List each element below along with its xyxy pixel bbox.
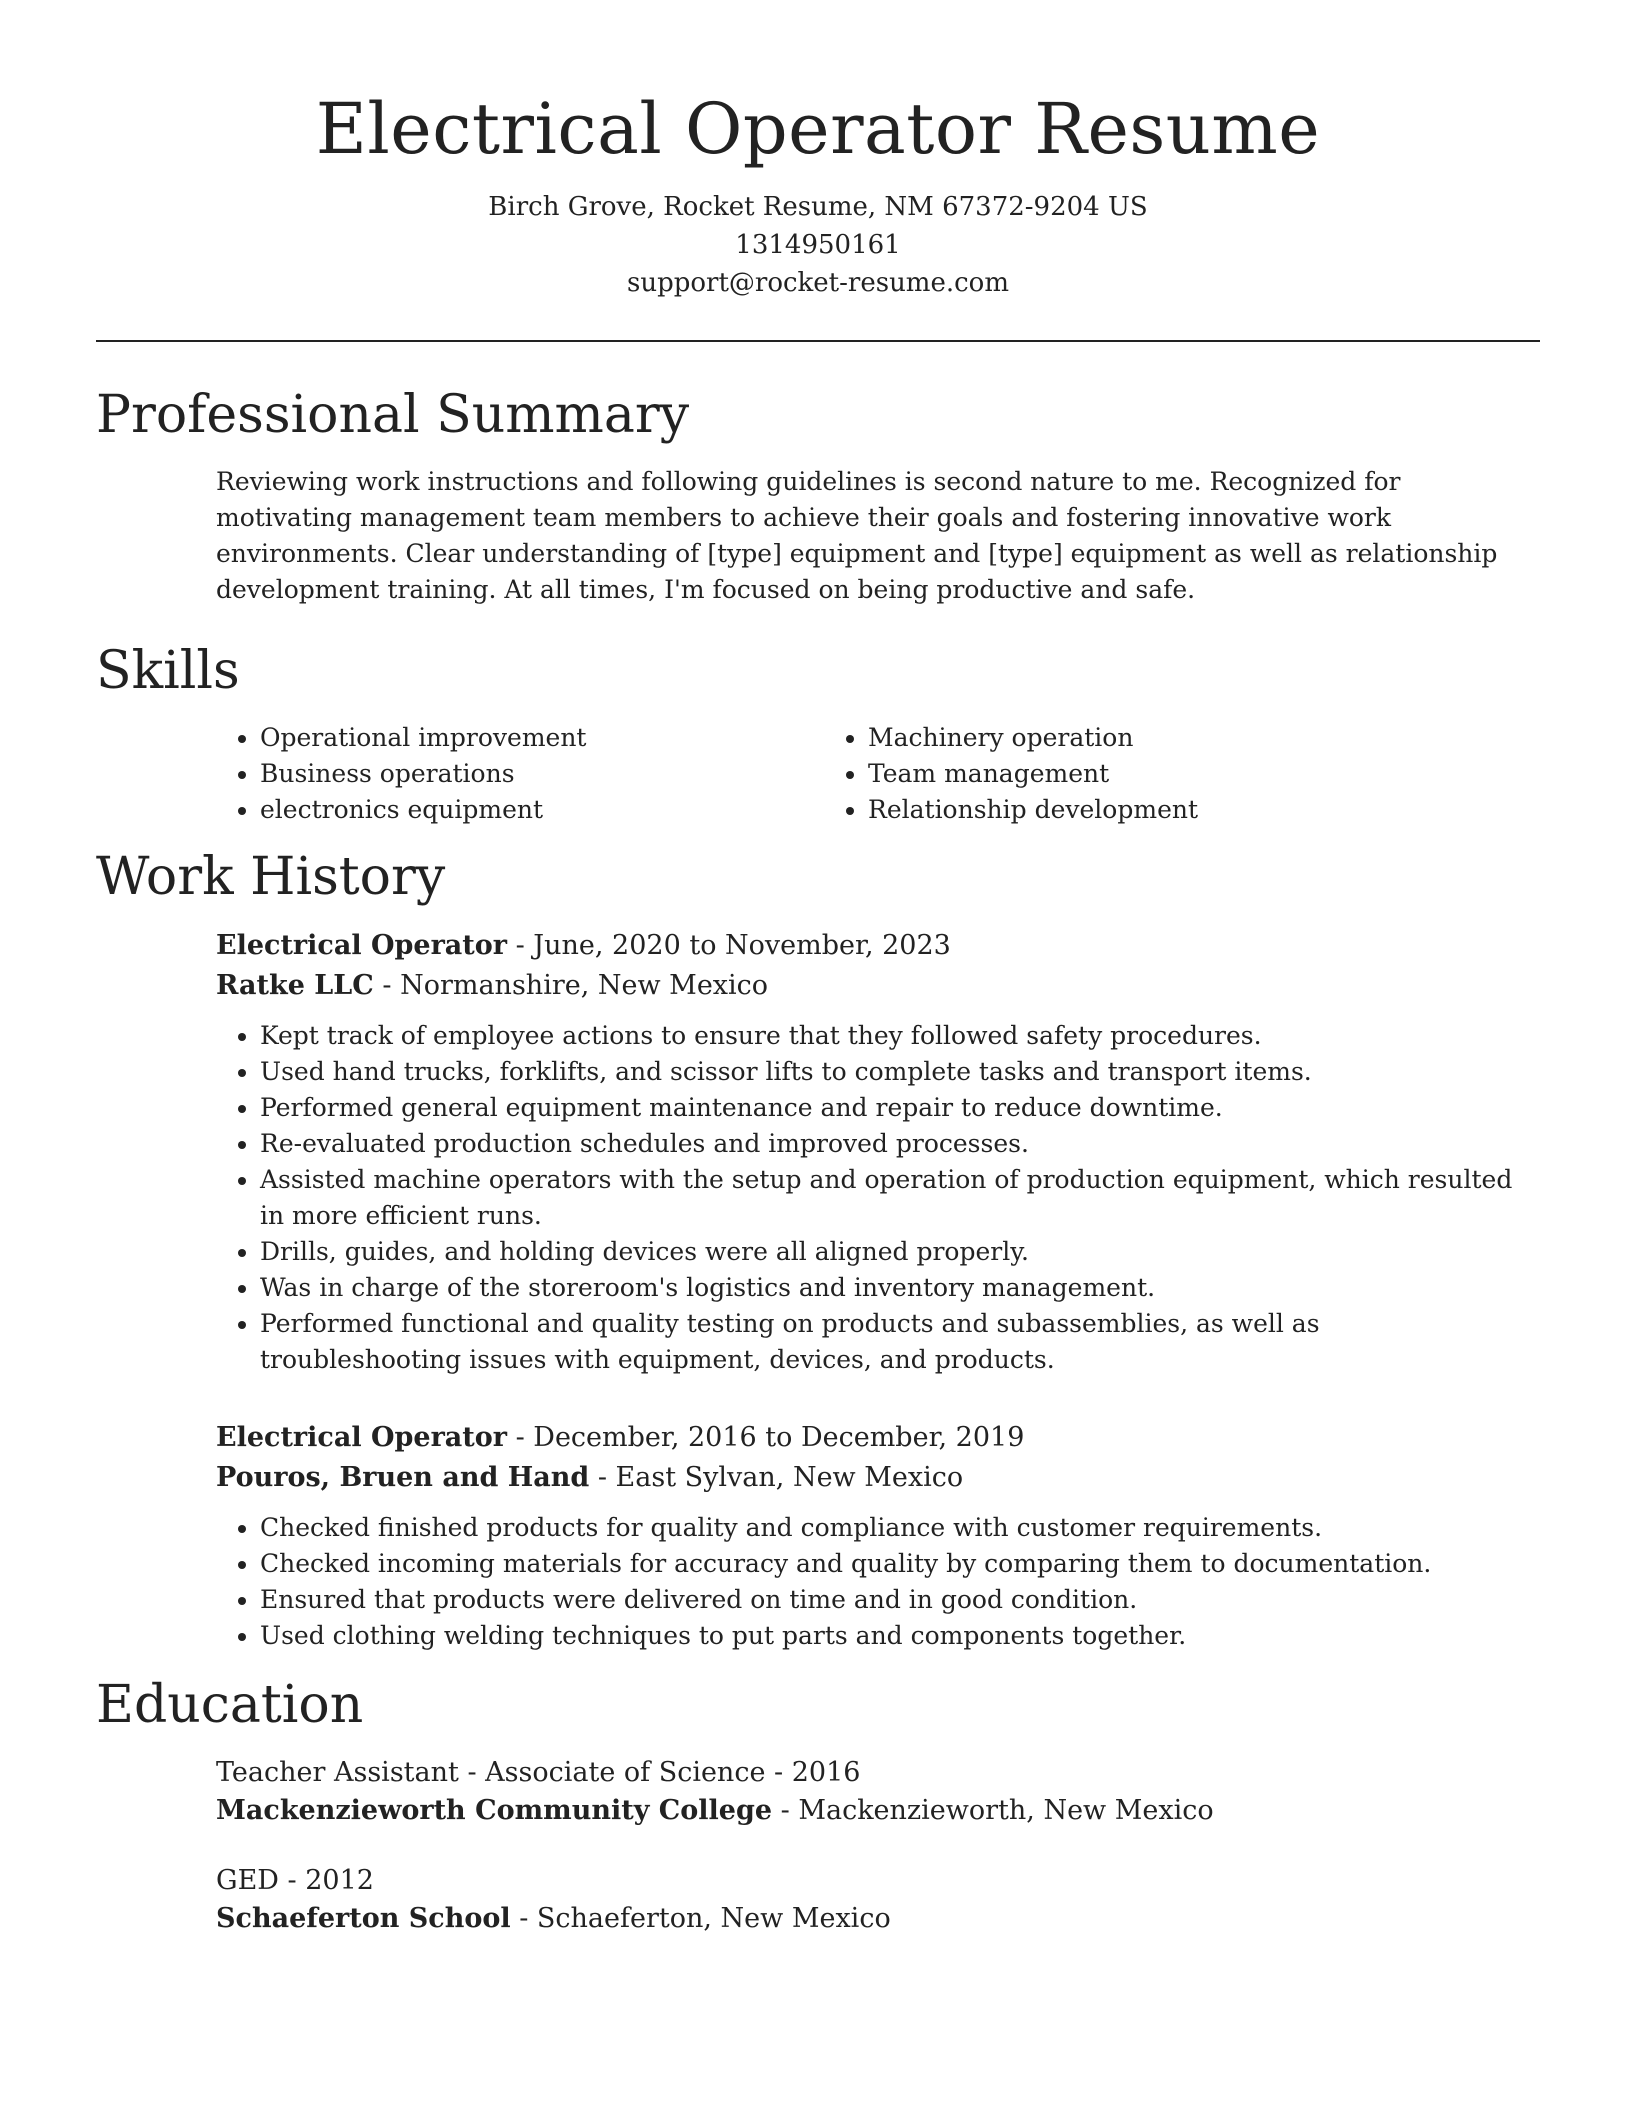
education-school-line (216, 1900, 1540, 1938)
job-bullet: • Assisted machine operators with the setup and operation of production equipment, which resulted in more efficient runs. (260, 1162, 1516, 1234)
resume-page (96, 0, 1540, 1938)
skill-item: • Relationship development (868, 792, 1432, 828)
job-company: Ratke LLC (216, 970, 374, 1001)
contact-info (96, 188, 1540, 302)
job-bullet: • Ensured that products were delivered on time and in good condition. (260, 1582, 1516, 1618)
skills-section (96, 638, 1540, 828)
section-title-work: Work History (96, 847, 446, 907)
job-bullet: • Kept track of employee actions to ensure that they followed safety procedures. (260, 1018, 1516, 1054)
education-entry (216, 1754, 1540, 1830)
job-bullet: • Checked incoming materials for accuracy and quality by comparing them to documentation. (260, 1546, 1516, 1582)
skill-item: • Business operations (260, 756, 824, 792)
skills-column-left (216, 720, 824, 828)
job-dates: - June, 2020 to November, 2023 (507, 930, 951, 961)
skill-item: • Operational improvement (260, 720, 824, 756)
job-bullet-list (216, 1018, 1516, 1378)
job-bullet: • Checked finished products for quality and compliance with customer requirements. (260, 1510, 1516, 1546)
job-bullet: • Re-evaluated production schedules and improved processes. (260, 1126, 1516, 1162)
job-title: Electrical Operator (216, 1422, 508, 1453)
education-school-line (216, 1792, 1540, 1830)
job-bullet: • Drills, guides, and holding devices were all aligned properly. (260, 1234, 1516, 1270)
resume-header (96, 0, 1540, 302)
education-section (96, 1672, 1540, 1938)
education-location: - Schaeferton, New Mexico (510, 1903, 891, 1934)
job-company: Pouros, Bruen and Hand (216, 1462, 590, 1493)
address-text: Birch Grove, Rocket Resume, NM 67372-9204 US (488, 192, 1148, 222)
job-dates: - December, 2016 to December, 2019 (507, 1422, 1025, 1453)
job-bullet: • Used clothing welding techniques to put parts and components together. (260, 1618, 1516, 1654)
job-bullet: • Used hand trucks, forklifts, and scissor lifts to complete tasks and transport items. (260, 1054, 1516, 1090)
job-entry (216, 1418, 1540, 1654)
phone-text: 1314950161 (735, 230, 901, 260)
education-degree: GED - 2012 (216, 1865, 374, 1896)
resume-title: Electrical Operator Resume (315, 88, 1321, 170)
job-title: Electrical Operator (216, 930, 508, 961)
education-degree: Teacher Assistant - Associate of Science - 2016 (216, 1757, 861, 1788)
section-title-skills: Skills (96, 641, 240, 701)
section-title-summary: Professional Summary (96, 385, 690, 445)
education-school: Schaeferton School (216, 1903, 511, 1934)
skills-list (216, 720, 1540, 828)
job-title-line (216, 926, 1540, 966)
work-history-section (96, 844, 1540, 1654)
job-company-line (216, 1458, 1540, 1498)
skill-item: • electronics equipment (260, 792, 824, 828)
email-text: support@rocket-resume.com (626, 268, 1009, 298)
job-title-line (216, 1418, 1540, 1458)
job-bullet: • Performed general equipment maintenance and repair to reduce downtime. (260, 1090, 1516, 1126)
skills-column-right (824, 720, 1432, 828)
summary-paragraph: Reviewing work instructions and following guidelines is second nature to me. Recognized for motivating management team members to achieve their goals and fostering innovative work environments. Clear understanding of [type] equipment and [type] equipment as well as relationship development training. At all times, I'm focused on being productive and safe. (216, 467, 1498, 604)
education-entry (216, 1862, 1540, 1938)
job-location: - East Sylvan, New Mexico (589, 1462, 964, 1493)
professional-summary-section (96, 382, 1540, 608)
skill-item: • Team management (868, 756, 1432, 792)
job-company-line (216, 966, 1540, 1006)
job-bullet: • Performed functional and quality testing on products and subassemblies, as well as troubleshooting issues with equipment, devices, and products. (260, 1306, 1516, 1378)
job-entry (216, 926, 1540, 1378)
job-location: - Normanshire, New Mexico (373, 970, 769, 1001)
education-location: - Mackenzieworth, New Mexico (772, 1795, 1214, 1826)
job-bullet-list (216, 1510, 1516, 1654)
header-divider (96, 340, 1540, 342)
skill-item: • Machinery operation (868, 720, 1432, 756)
section-title-education: Education (96, 1675, 364, 1735)
job-bullet: • Was in charge of the storeroom's logistics and inventory management. (260, 1270, 1516, 1306)
education-school: Mackenzieworth Community College (216, 1795, 773, 1826)
